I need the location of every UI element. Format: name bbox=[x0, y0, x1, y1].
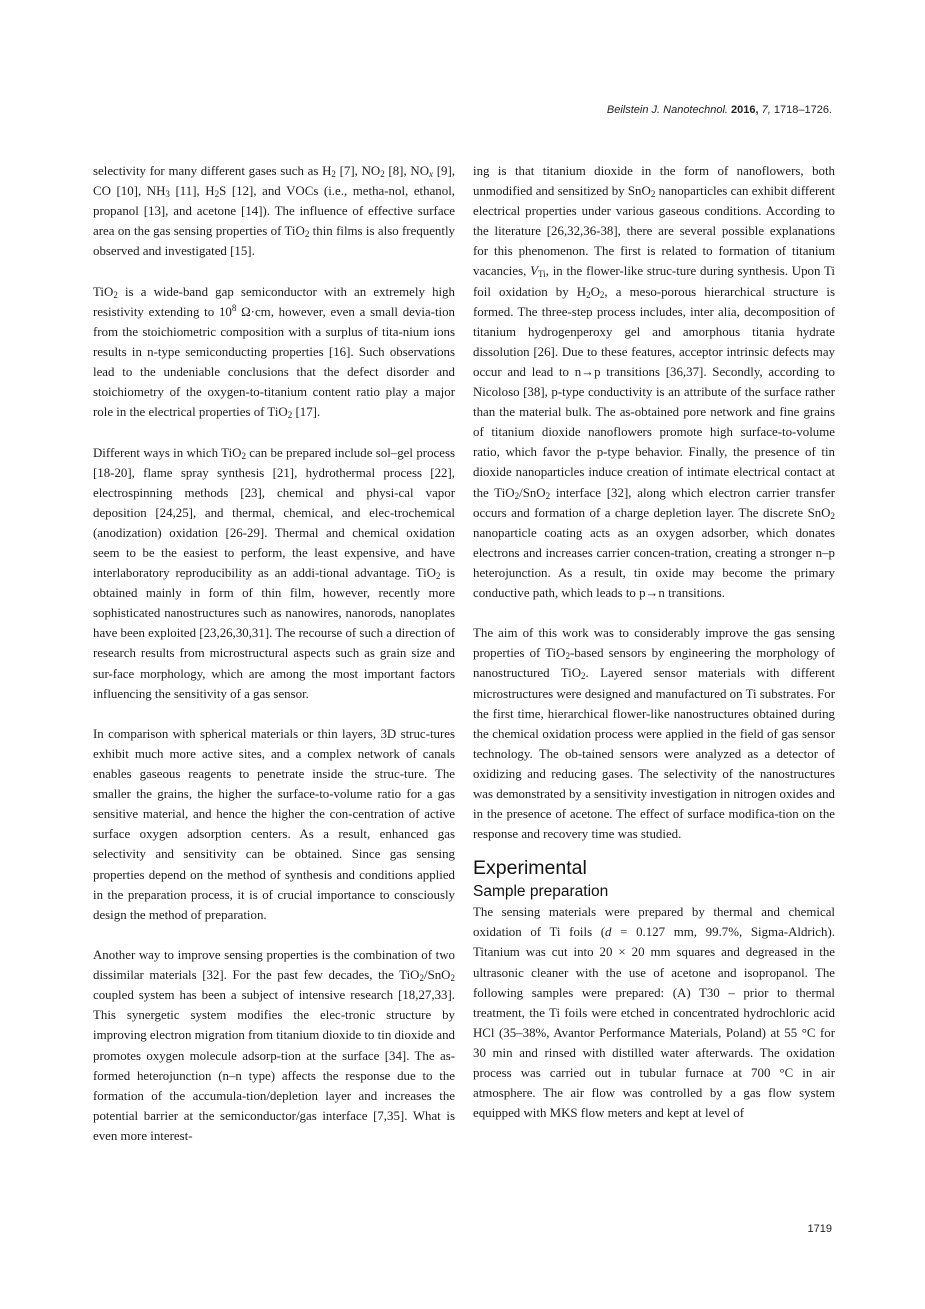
journal-volume: 7, bbox=[761, 104, 771, 116]
running-header bbox=[607, 104, 832, 116]
journal-pages: 1718–1726. bbox=[773, 104, 832, 116]
paragraph: Different ways in which TiO$_2$ can be prepared include sol–gel process [18-20], flame spray synthesis [21], hydrothermal process [22], electrospinning methods [23], chemical and physi-cal vapor deposition [24,25], and thermal, chemical, and elec-trochemical (anodization) oxidation [26-29]. Thermal and chemical oxidation seem to be the easiest to perform, the least expensive, and have interlaboratory reproducibility as an addi-tional advantage. TiO$_2$ is obtained mainly in form of thin film, however, recently more sophisticated nanostructures such as nanowires, nanorods, nanoplates have been exploited [23,26,30,31]. The recourse of such a direction of research results from microstructural aspects such as grain size and sur-face morphology, which are among the most important factors influencing the sensitivity of a gas sensor. bbox=[93, 445, 456, 701]
paragraph: The sensing materials were prepared by thermal and chemical oxidation of Ti foils (d = 0.127 mm, 99.7%, Sigma-Aldrich). Titanium was cut into 20 × 20 mm squares and degreased in the ultrasonic cleaner with the use of acetone and isopropanol. The following samples were prepared: (A) T30 – prior to thermal treatment, the Ti foils were etched in concentrated hydrochloric acid HCl (35–38%, Avantor Performance Materials, Poland) at 55 °C for 30 min and rinsed with distilled water afterwards. The oxidation process was carried out in tubular furnace at 700 °C in air atmosphere. The air flow was controlled by a gas flow system equipped with MKS flow meters and kept at level of bbox=[473, 905, 835, 1121]
journal-name: Beilstein J. Nanotechnol. bbox=[606, 104, 728, 116]
subsection-heading: Sample preparation bbox=[473, 883, 609, 901]
paragraph: TiO$_2$ is a wide-band gap semiconductor with an extremely high resistivity extending to $10^8$ Ω·cm, however, even a small devia-tion from the stoichiometric composition with a surplus of tita-nium ions results in n-type semiconducting properties [16]. Such observations lead to the undeniable conclusions that the defect disorder and stoichiometry of the oxygen-to-titanium content ratio play a major role in the electrical properties of TiO$_2$ [17]. bbox=[93, 284, 455, 421]
left-column bbox=[93, 161, 455, 1146]
paragraph: In comparison with spherical materials or thin layers, 3D struc-tures exhibit much more active sites, and a complex network of canals enables gaseous reagents to penetrate inside the struc-ture. The smaller the grains, the higher the surface-to-volume ratio for a gas sensitive material, and hence the higher the con-centration of active surface oxygen adsorption centers. As a result, enhanced gas selectivity and sensitivity can be obtained. Since gas sensing properties depend on the method of synthesis and conditions applied in the preparation process, it is of crucial importance to consciously design the method of preparation. bbox=[93, 726, 455, 922]
journal-year: 2016, bbox=[731, 104, 759, 116]
page-number: 1719 bbox=[807, 1223, 832, 1235]
paragraph: The aim of this work was to considerably improve the gas sensing properties of TiO$_2$-based sensors by engineering the morphology of nanostructured TiO$_2$. Layered sensor materials with different microstructures were designed and manufactured on Ti substrates. For the first time, hierarchical flower-like nanostructures obtained during the chemical oxidation process were applied in the field of gas sensor technology. The ob-tained sensors were analyzed as a detector of oxidizing and reducing gases. The selectivity of the nanostructures was demonstrated by a sensitivity investigation in nitrogen oxides and in the presence of acetone. The effect of surface modifica-tion on the response and recovery time was studied. bbox=[473, 626, 835, 842]
right-column bbox=[473, 161, 835, 1123]
section-heading: Experimental bbox=[473, 857, 587, 880]
paragraph: ing is that titanium dioxide in the form of nanoflowers, both unmodified and sensitized by SnO$_2$ nanoparticles can exhibit different electrical properties under various gaseous conditions. According to the literature [26,32,36-38], there are several possible explanations for this phenomenon. The first is related to formation of titanium vacancies, $V_{Ti}$, in the flower-like struc-ture during synthesis. Upon Ti foil oxidation by $H_2O_2$, a meso-porous hierarchical structure is formed. The three-step process includes, inter alia, decomposition of titanium hydrogenperoxy gel and amorphous titania hydrate dissolution [26]. Due to these features, acceptor intrinsic defects may occur and lead to n→p transitions [36,37]. Secondly, according to Nicoloso [38], p-type conductivity is an attribute of the surface rather than the material bulk. The as-obtained pore network and fine grains of titanium dioxide nanoflowers promote high surface-to-volume ratio, which favor the p-type behavior. Finally, the presence of tin dioxide nanoparticles induce creation of intimate electrical contact at the TiO$_2$/SnO$_2$ interface [32], along which electron carrier transfer occurs and formation of a charge depletion layer. The discrete SnO$_2$ nanoparticle coating acts as an oxygen adsorber, which donates electrons and increases carrier concen-tration, creating a stronger n–p heterojunction. As a result, tin oxide may become the primary conductive path, which leads to p→n transitions. bbox=[473, 164, 835, 600]
paragraph: Another way to improve sensing properties is the combination of two dissimilar materials [32]. For the past few decades, the TiO$_2$/SnO$_2$ coupled system has been a subject of intensive research [18,27,33]. This synergetic system modifies the elec-tronic structure by improving electron migration from titanium dioxide to tin dioxide and promotes oxygen molecule adsorp-tion at the surface [34]. The as-formed heterojunction (n–n type) affects the response due to the formation of the accumula-tion/depletion layer and increases the potential barrier at the semiconductor/gas interface [7,35]. What is even more interest- bbox=[93, 948, 455, 1143]
paragraph: selectivity for many different gases such as $H_2$ [7], $NO_2$ [8], $NO_x$ [9], CO [10], $NH_3$ [11], $H_2S$ [12], and VOCs (i.e., metha-nol, ethanol, propanol [13], and acetone [14]). The influence of effective surface area on the gas sensing properties of TiO$_2$ thin films is also frequently observed and investigated [15]. bbox=[93, 164, 456, 259]
